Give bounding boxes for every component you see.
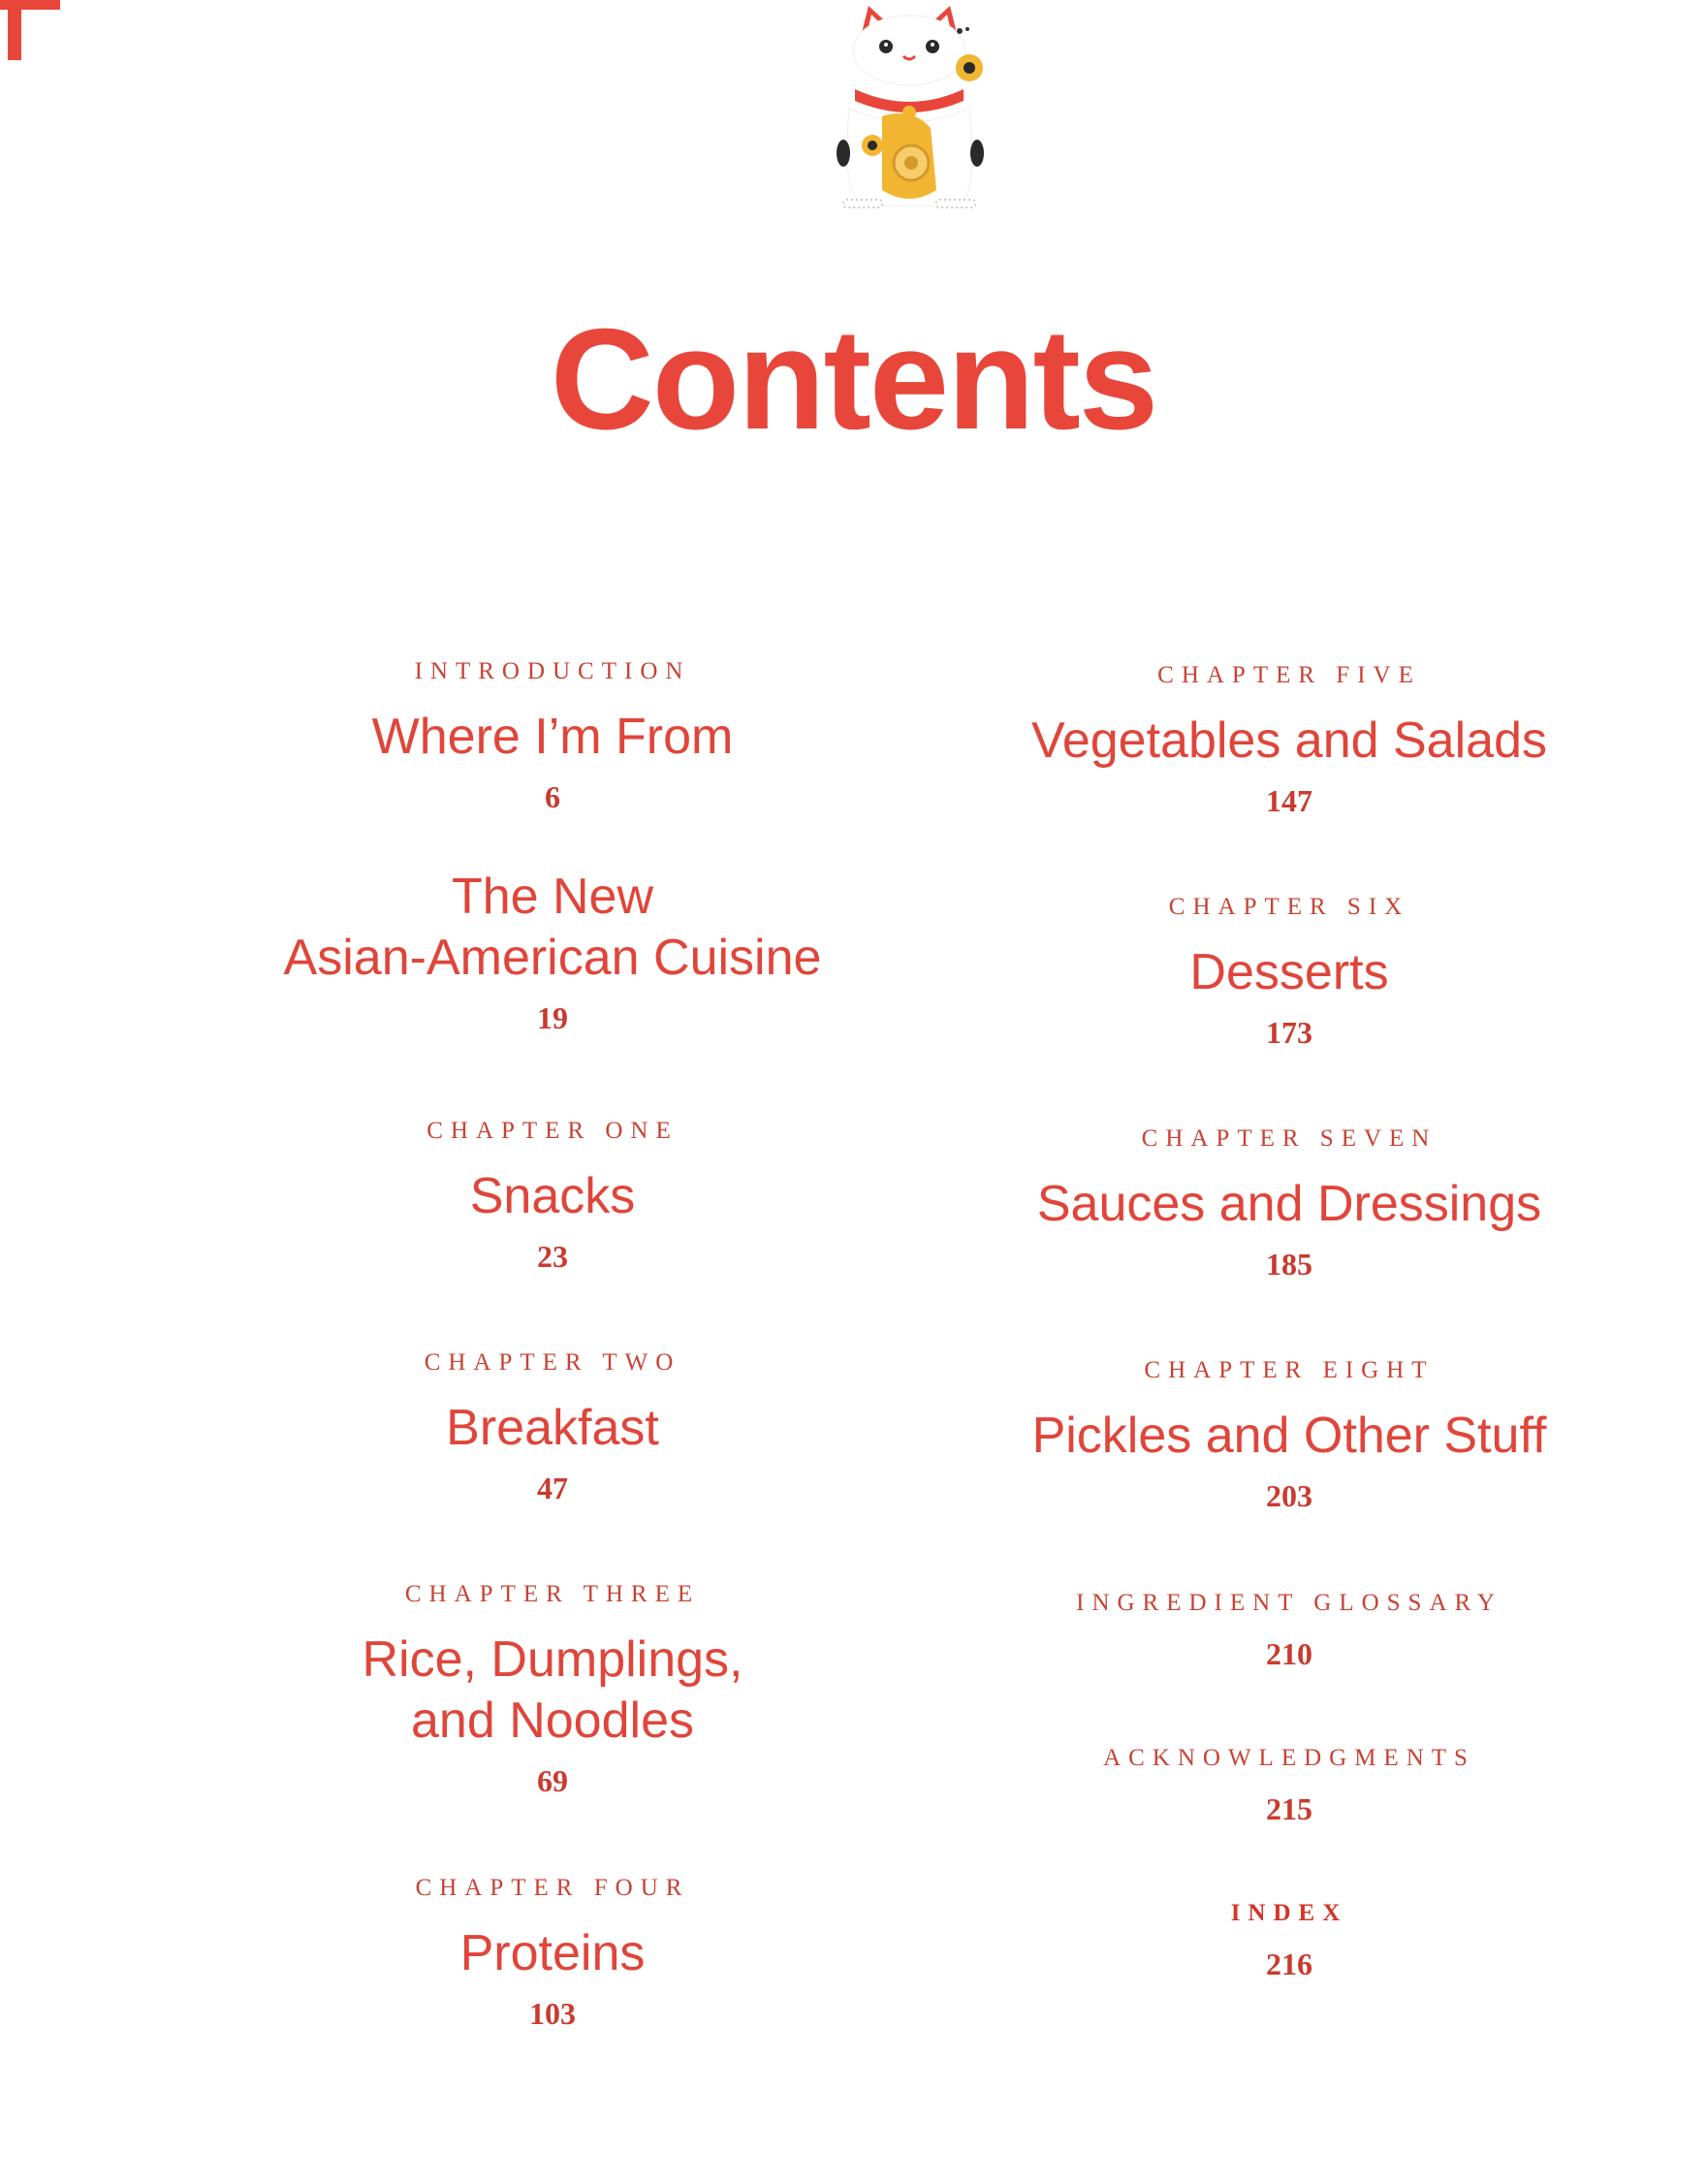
section-heading: Sauces and Dressings (1036, 1176, 1542, 1232)
toc-entry-glossary (901, 1591, 1677, 1669)
page-number: 203 (1266, 1478, 1312, 1513)
section-heading: Breakfast (446, 1400, 659, 1456)
page-title: Contents (550, 300, 1157, 459)
section-heading: Vegetables and Salads (1031, 712, 1547, 769)
section-heading (165, 867, 940, 989)
section-label: CHAPTER FOUR (415, 1875, 690, 1901)
section-label: CHAPTER FIVE (1157, 662, 1421, 688)
page-number: 216 (1266, 1947, 1312, 1981)
page-number: 210 (1266, 1636, 1312, 1671)
lucky-cat-icon (822, 0, 1006, 218)
toc-entry-chapter-seven (901, 1126, 1677, 1280)
section-label: INTRODUCTION (414, 658, 691, 684)
toc-entry-new-cuisine (165, 867, 940, 1033)
toc-entry-chapter-one (165, 1119, 940, 1272)
section-label: CHAPTER THREE (404, 1581, 701, 1607)
section-label: ACKNOWLEDGMENTS (1103, 1745, 1475, 1771)
toc-entry-chapter-five (901, 663, 1677, 816)
section-label: CHAPTER ONE (427, 1118, 679, 1144)
page-number: 147 (1266, 783, 1312, 818)
toc-entry-index (901, 1901, 1677, 1979)
heading-line: Asian-American Cuisine (283, 930, 822, 986)
page-number: 19 (537, 1000, 568, 1035)
page-number: 173 (1266, 1015, 1312, 1050)
page-number: 69 (537, 1763, 568, 1798)
toc-entry-chapter-three (165, 1582, 940, 1796)
toc-entry-chapter-six (901, 895, 1677, 1048)
page-number: 6 (545, 779, 560, 814)
toc-entry-introduction (165, 659, 940, 812)
page-number: 103 (529, 1996, 576, 2031)
toc-entry-acknowledgments (901, 1746, 1677, 1824)
section-heading: Where I’m From (371, 709, 734, 765)
toc-entry-chapter-eight (901, 1358, 1677, 1511)
section-heading (165, 1630, 940, 1752)
section-label: INDEX (1230, 1900, 1348, 1926)
toc-entry-chapter-four (165, 1876, 940, 2029)
corner-mark-icon (0, 0, 68, 68)
section-heading: Pickles and Other Stuff (1031, 1408, 1547, 1464)
heading-line: The New (451, 869, 654, 925)
section-label: CHAPTER TWO (424, 1349, 681, 1376)
section-label: INGREDIENT GLOSSARY (1076, 1590, 1502, 1616)
section-heading: Proteins (459, 1925, 646, 1981)
page-number: 23 (537, 1239, 568, 1274)
page-number: 47 (537, 1471, 568, 1505)
section-label: CHAPTER EIGHT (1144, 1357, 1435, 1383)
section-label: CHAPTER SEVEN (1141, 1125, 1438, 1152)
page-number: 215 (1266, 1791, 1312, 1826)
heading-line: and Noodles (411, 1693, 694, 1749)
section-label: CHAPTER SIX (1168, 894, 1410, 920)
section-heading: Desserts (1189, 944, 1389, 1000)
heading-line: Rice, Dumplings, (362, 1631, 743, 1688)
page-number: 185 (1266, 1247, 1312, 1282)
section-heading: Snacks (469, 1168, 636, 1224)
toc-entry-chapter-two (165, 1350, 940, 1503)
